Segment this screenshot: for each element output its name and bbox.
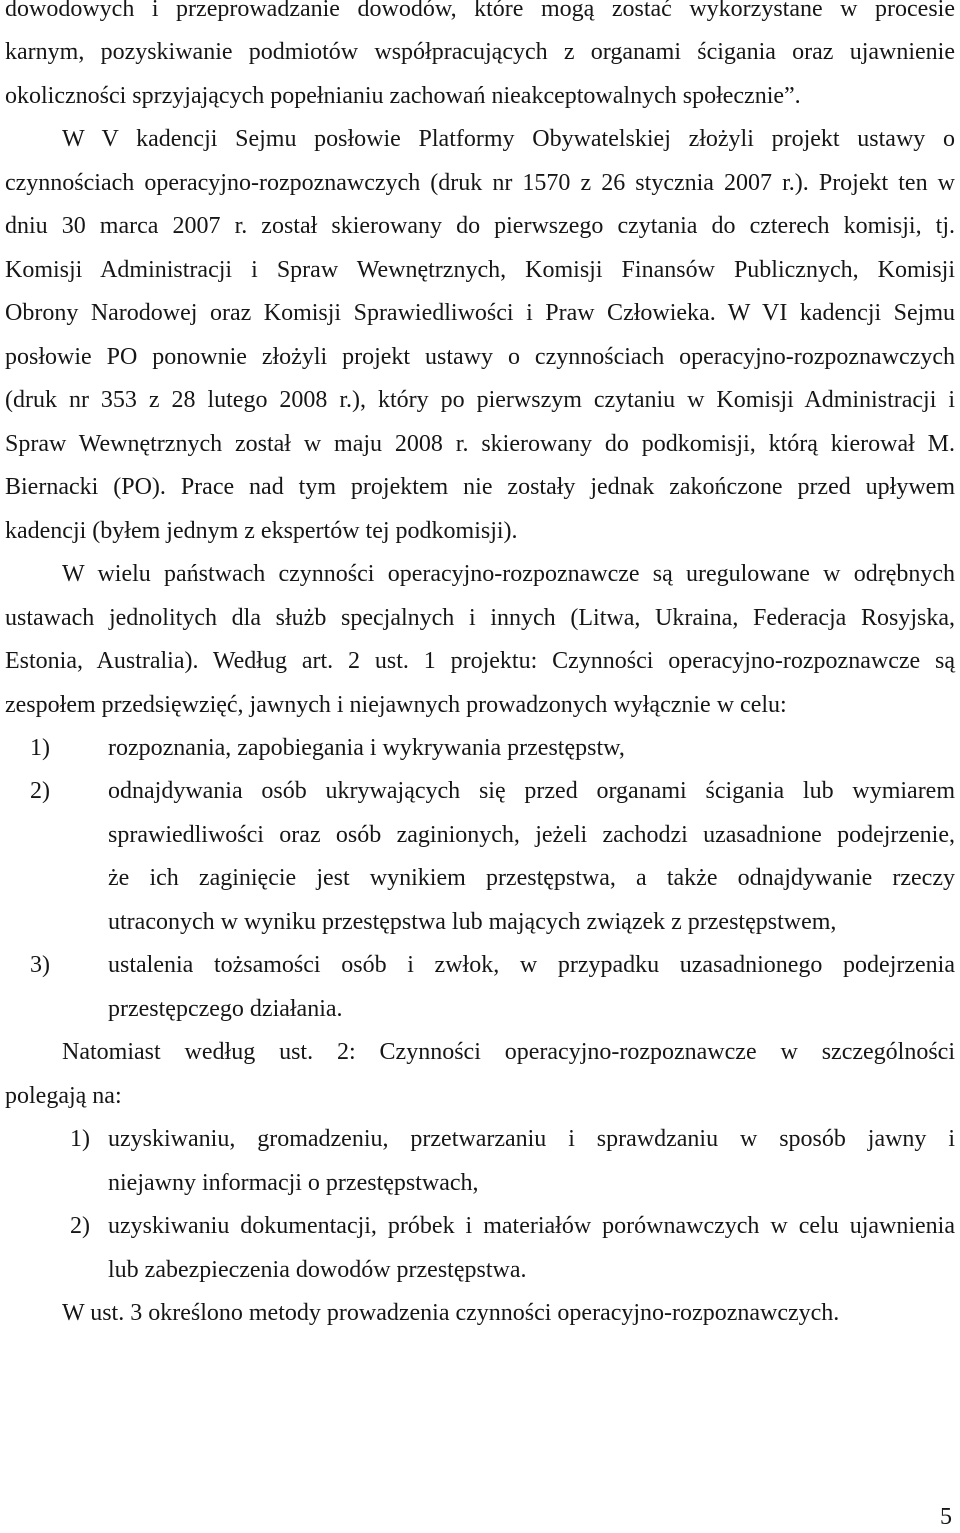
list-item-line: [0, 770, 960, 813]
text-line: (druk nr 353 z 28 lutego 2008 r.), który po pierwszym czytaniu w Komisji Administracji i: [5, 387, 955, 414]
text-line: utraconych w wyniku przestępstwa lub mających związek z przestępstwem,: [108, 908, 837, 935]
list-item-line: [0, 1162, 960, 1205]
text-line: przestępczego działania.: [108, 995, 343, 1022]
list-number: 2): [30, 778, 50, 805]
text-line: Spraw Wewnętrznych został w maju 2008 r. skierowany do podkomisji, którą kierował M.: [5, 430, 955, 457]
text-line: dowodowych i przeprowadzanie dowodów, które mogą zostać wykorzystane w procesie: [5, 0, 955, 22]
list-item-line: [0, 814, 960, 857]
text-line: że ich zaginięcie jest wynikiem przestępstwa, a także odnajdywanie rzeczy: [108, 865, 955, 892]
list-item-line: [0, 901, 960, 944]
list-number: 2): [70, 1213, 90, 1240]
text-line: dniu 30 marca 2007 r. został skierowany do pierwszego czytania do czterech komisji, tj.: [5, 213, 955, 240]
page-number: 5: [940, 1504, 952, 1530]
text-line: zespołem przedsięwzięć, jawnych i niejawnych prowadzonych wyłącznie w celu:: [5, 691, 787, 718]
text-line: uzyskiwaniu dokumentacji, próbek i materiałów porównawczych w celu ujawnienia: [108, 1213, 955, 1240]
text-line: lub zabezpieczenia dowodów przestępstwa.: [108, 1256, 527, 1283]
list-item-line: [0, 1249, 960, 1292]
numbered-list-2: [0, 1118, 960, 1292]
list-item: [0, 727, 960, 770]
list-item: [0, 1118, 960, 1205]
text-line: Natomiast według ust. 2: Czynności operacyjno-rozpoznawcze w szczególności: [62, 1039, 955, 1066]
list-item: [0, 1205, 960, 1292]
paragraph-3: [0, 553, 960, 727]
text-line: W V kadencji Sejmu posłowie Platformy Obywatelskiej złożyli projekt ustawy o: [62, 126, 955, 153]
text-line: uzyskiwaniu, gromadzeniu, przetwarzaniu i sprawdzaniu w sposób jawny i: [108, 1126, 955, 1153]
text-line: W wielu państwach czynności operacyjno-rozpoznawcze są uregulowane w odrębnych: [62, 561, 955, 588]
text-line: sprawiedliwości oraz osób zaginionych, jeżeli zachodzi uzasadnione podejrzenie,: [108, 821, 955, 848]
text-line: Biernacki (PO). Prace nad tym projektem nie zostały jednak zakończone przed upływem: [5, 474, 955, 501]
text-line: polegają na:: [5, 1082, 122, 1109]
text-line: posłowie PO ponownie złożyli projekt ustawy o czynnościach operacyjno-rozpoznawczych: [5, 343, 955, 370]
text-line: kadencji (byłem jednym z ekspertów tej podkomisji).: [5, 517, 518, 544]
list-item-line: [0, 857, 960, 900]
paragraph-4: [0, 1031, 960, 1118]
list-item-line: [0, 727, 960, 770]
paragraph-2: [0, 118, 960, 553]
paragraph-1: [0, 0, 960, 118]
text-line: rozpoznania, zapobiegania i wykrywania przestępstw,: [108, 734, 625, 761]
list-number: 1): [30, 734, 50, 761]
text-line: okoliczności sprzyjających popełnianiu zachowań nieakceptowalnych społecznie”.: [5, 82, 801, 109]
text-line: odnajdywania osób ukrywających się przed organami ścigania lub wymiarem: [108, 778, 955, 805]
text-line: karnym, pozyskiwanie podmiotów współpracujących z organami ścigania oraz ujawnienie: [5, 39, 955, 66]
text-line: ustawach jednolitych dla służb specjalnych i innych (Litwa, Ukraina, Federacja Rosyjska,: [5, 604, 955, 631]
list-item-line: [0, 1118, 960, 1161]
list-item-line: [0, 1205, 960, 1248]
numbered-list-1: [0, 727, 960, 1031]
text-line: Estonia, Australia). Według art. 2 ust. 1 projektu: Czynności operacyjno-rozpoznawcze są: [5, 648, 955, 675]
text-line: niejawny informacji o przestępstwach,: [108, 1169, 479, 1196]
list-number: 3): [30, 952, 50, 979]
list-item-line: [0, 944, 960, 987]
text-line: ustalenia tożsamości osób i zwłok, w przypadku uzasadnionego podejrzenia: [108, 952, 955, 979]
list-item-line: [0, 988, 960, 1031]
list-item: [0, 770, 960, 944]
text-line: czynnościach operacyjno-rozpoznawczych (druk nr 1570 z 26 stycznia 2007 r.). Projekt ten w: [5, 169, 955, 196]
list-number: 1): [70, 1126, 90, 1153]
text-line: W ust. 3 określono metody prowadzenia czynności operacyjno-rozpoznawczych.: [62, 1300, 840, 1327]
paragraph-5: [0, 1292, 960, 1335]
list-item: [0, 944, 960, 1031]
text-line: Obrony Narodowej oraz Komisji Sprawiedliwości i Praw Człowieka. W VI kadencji Sejmu: [5, 300, 955, 327]
text-line: Komisji Administracji i Spraw Wewnętrznych, Komisji Finansów Publicznych, Komisji: [5, 256, 955, 283]
